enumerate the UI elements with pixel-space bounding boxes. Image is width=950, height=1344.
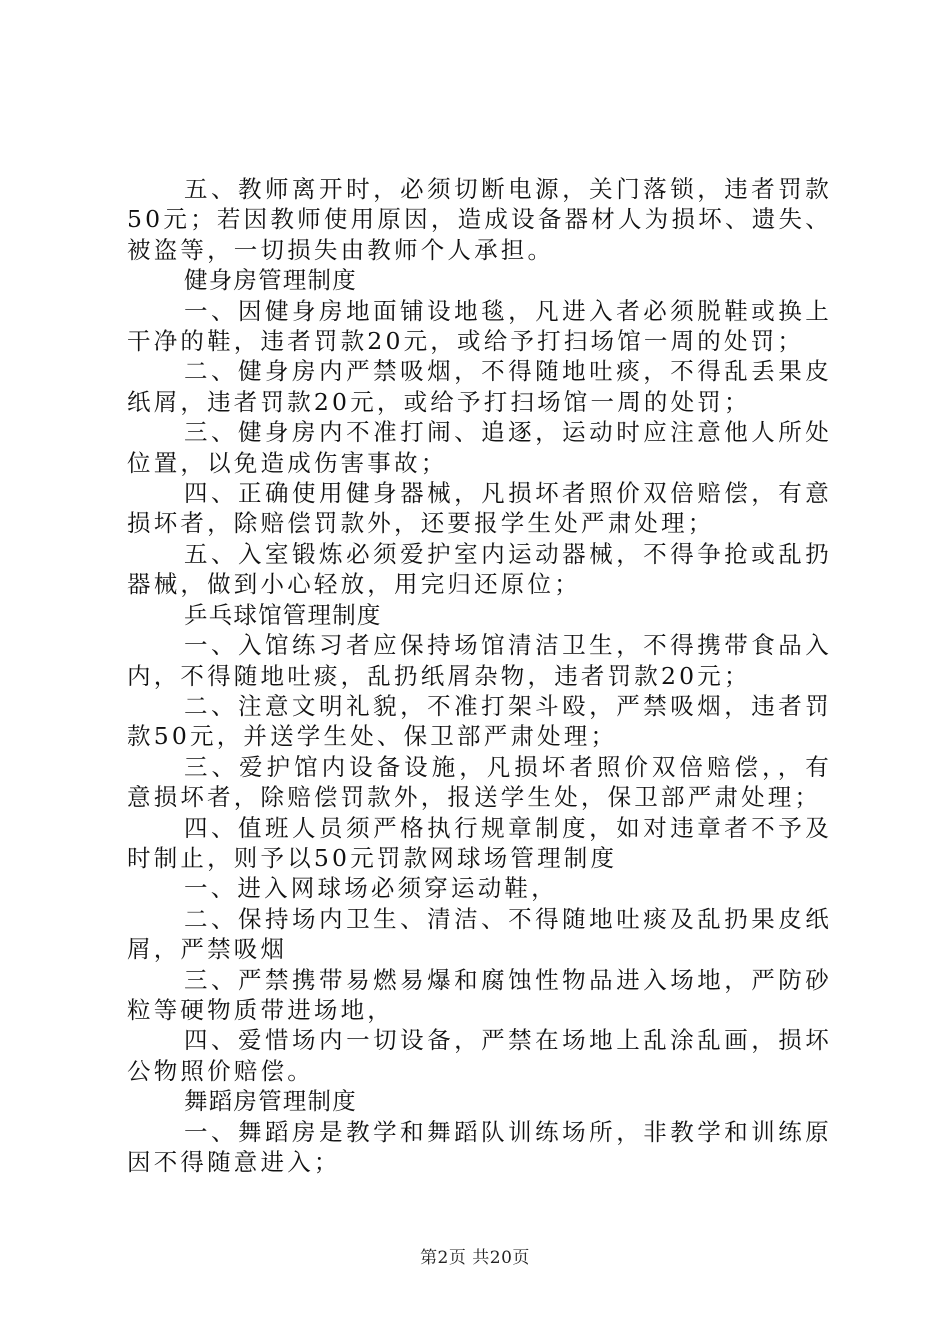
paragraph-table-tennis-rule-4: 四、值班人员须严格执行规章制度，如对违章者不予及时制止，则予以50元罚款网球场管理制度 <box>127 813 832 872</box>
paragraph-table-tennis-rule-1: 一、入馆练习者应保持场馆清洁卫生，不得携带食品入内，不得随地吐痰，乱扔纸屑杂物，违者罚款20元； <box>127 631 832 690</box>
document-body <box>127 174 832 1177</box>
paragraph-gym-rule-2: 二、健身房内严禁吸烟，不得随地吐痰，不得乱丢果皮纸屑，违者罚款20元，或给予打扫场馆一周的处罚； <box>127 357 832 416</box>
paragraph-table-tennis-rule-3: 三、爱护馆内设备设施，凡损坏者照价双倍赔偿，，有意损坏者，除赔偿罚款外，报送学生处，保卫部严肃处理； <box>127 752 832 812</box>
paragraph-table-tennis-rule-2: 二、注意文明礼貌，不准打架斗殴，严禁吸烟，违者罚款50元，并送学生处、保卫部严肃处理； <box>127 691 832 751</box>
paragraph-tennis-rule-1: 一、进入网球场必须穿运动鞋， <box>184 874 558 903</box>
paragraph-gym-rule-4: 四、正确使用健身器械，凡损坏者照价双倍赔偿，有意损坏者，除赔偿罚款外，还要报学生处严肃处理； <box>127 479 832 538</box>
section-heading-dance-room: 舞蹈房管理制度 <box>184 1087 357 1116</box>
paragraph-gym-rule-1: 一、因健身房地面铺设地毯，凡进入者必须脱鞋或换上干净的鞋，违者罚款20元，或给予打扫场馆一周的处罚； <box>127 296 832 356</box>
paragraph-gym-rule-3: 三、健身房内不准打闹、追逐，运动时应注意他人所处位置，以免造成伤害事故； <box>127 418 832 477</box>
paragraph-dance-room-rule-1: 一、舞蹈房是教学和舞蹈队训练场所，非教学和训练原因不得随意进入； <box>127 1117 832 1176</box>
paragraph-tennis-rule-4: 四、爱惜场内一切设备，严禁在场地上乱涂乱画，损坏公物照价赔偿。 <box>127 1026 832 1085</box>
paragraph-tennis-rule-3: 三、严禁携带易燃易爆和腐蚀性物品进入场地，严防砂粒等硬物质带进场地， <box>127 965 832 1024</box>
section-heading-table-tennis: 乒乓球馆管理制度 <box>184 600 382 629</box>
section-heading-gym: 健身房管理制度 <box>184 266 357 295</box>
page-number-footer: 第2页 共20页 <box>420 1248 530 1268</box>
paragraph-tennis-rule-2: 二、保持场内卫生、清洁、不得随地吐痰及乱扔果皮纸屑，严禁吸烟 <box>127 904 832 964</box>
paragraph-gym-rule-5: 五、入室锻炼必须爱护室内运动器械，不得争抢或乱扔器械，做到小心轻放，用完归还原位； <box>127 539 832 599</box>
paragraph-teacher-leave-rule: 五、教师离开时，必须切断电源，关门落锁，违者罚款50元；若因教师使用原因，造成设备器材人为损坏、遗失、被盗等，一切损失由教师个人承担。 <box>127 175 832 264</box>
